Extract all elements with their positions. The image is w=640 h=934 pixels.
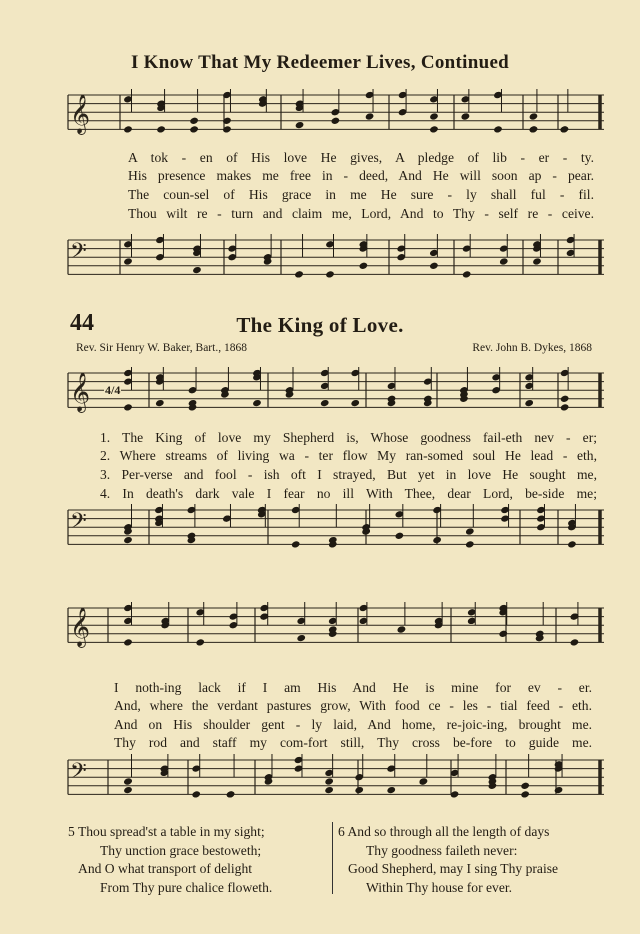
note-head: [386, 786, 396, 794]
note-head: [296, 634, 306, 642]
stanza-line: Thou spread'st a table in my sight;: [77, 824, 265, 839]
stanza-line: From Thy pure chalice floweth.: [100, 879, 273, 895]
bass-clef-icon: 𝄢: [70, 239, 87, 269]
hymn-number: 44: [70, 310, 94, 336]
lyric-line: His presence makes me free in - deed, And He will soon ap - pear.: [128, 168, 594, 183]
lyric-line: A tok - en of His love He gives, A pledge of lib - er - ty.: [128, 150, 594, 165]
note-head: [195, 638, 205, 646]
lyric-line: Thy rod and staff my com-fort still, Thy cross be-fore to guide me.: [114, 735, 592, 750]
stanza-5: [68, 823, 272, 897]
note-head: [123, 786, 133, 794]
note-head: [365, 112, 375, 120]
note-head: [560, 125, 570, 133]
note-head: [432, 536, 442, 544]
continued-title: I Know That My Redeemer Lives, Continued: [130, 52, 510, 73]
bass-clef-icon: 𝄢: [70, 509, 87, 539]
note-head: [291, 540, 301, 548]
note-head: [567, 540, 577, 548]
note-head: [226, 790, 236, 798]
treble-clef-icon: 𝄞: [70, 372, 91, 412]
note-head: [560, 395, 570, 403]
stanza-line: Within Thy house for ever.: [366, 879, 513, 895]
note-head: [123, 125, 133, 133]
lyric-line: 1. The King of love my Shepherd is, Whose goodness fail-eth nev - er;: [100, 430, 597, 445]
note-head: [554, 786, 564, 794]
note-head: [123, 403, 133, 411]
lyric-line: And, where the verdant pastures grow, With food ce - les - tial feed - eth.: [114, 698, 592, 713]
treble-clef-icon: 𝄞: [70, 607, 91, 647]
hymn-title: The King of Love.: [236, 313, 404, 337]
note-head: [395, 532, 405, 540]
stanza-line: And so through all the length of days: [347, 824, 550, 839]
note-head: [189, 117, 199, 125]
note-head: [156, 125, 166, 133]
note-head: [493, 125, 503, 133]
note-head: [192, 266, 202, 274]
note-head: [155, 399, 165, 407]
note-head: [295, 121, 305, 129]
stanza-line: Good Shepherd, may I sing Thy praise: [348, 861, 559, 876]
note-head: [189, 125, 199, 133]
stanza-line: Thy unction grace bestoweth;: [100, 842, 262, 858]
note-head: [524, 399, 534, 407]
lyric-line: 2. Where streams of living wa - ter flow My ran-somed soul He lead - eth,: [100, 448, 597, 463]
note-head: [461, 112, 471, 120]
note-head: [123, 536, 133, 544]
lyric-line: 4. In death's dark vale I fear no ill With Thee, dear Lord, be-side me;: [100, 486, 597, 501]
note-head: [320, 399, 330, 407]
note-head: [429, 262, 439, 270]
note-head: [123, 638, 133, 646]
note-head: [419, 777, 429, 785]
bass-clef-icon: 𝄢: [70, 759, 87, 789]
stanza-line: Thy goodness faileth never:: [366, 842, 518, 858]
note-head: [429, 125, 439, 133]
note-head: [359, 262, 369, 270]
note-head: [324, 786, 334, 794]
note-head: [520, 790, 530, 798]
note-head: [123, 777, 133, 785]
lyric-line: I noth-ing lack if I am His And He is mine for ev - er.: [114, 680, 592, 695]
note-head: [397, 625, 407, 633]
note-head: [325, 270, 335, 278]
treble-clef-icon: 𝄞: [70, 94, 91, 134]
note-head: [570, 638, 580, 646]
note-head: [462, 270, 472, 278]
note-head: [465, 527, 475, 535]
note-head: [465, 540, 475, 548]
time-signature: 4/4: [105, 383, 121, 397]
note-head: [520, 782, 530, 790]
author-credit: Rev. Sir Henry W. Baker, Bart., 1868: [76, 342, 247, 354]
note-head: [350, 399, 360, 407]
stanza-number: 6: [338, 824, 345, 839]
note-head: [324, 777, 334, 785]
note-head: [354, 786, 364, 794]
note-head: [532, 257, 542, 265]
composer-credit: Rev. John B. Dykes, 1868: [472, 342, 592, 354]
lyric-line: Thou wilt re - turn and claim me, Lord, And to Thy - self re - ceive.: [128, 206, 594, 221]
note-head: [331, 117, 341, 125]
note-head: [529, 125, 539, 133]
note-head: [499, 257, 509, 265]
note-head: [252, 399, 262, 407]
lyric-line: 3. Per-verse and fool - ish oft I strayed, But yet in love He sought me,: [100, 467, 597, 482]
stanza-divider: [332, 822, 333, 894]
note-head: [191, 790, 201, 798]
stanza-6: [338, 823, 558, 897]
stanza-number: 5: [68, 824, 75, 839]
note-head: [560, 403, 570, 411]
note-head: [123, 257, 133, 265]
lyric-line: And on His shoulder gent - ly laid, And home, re-joic-ing, brought me.: [114, 717, 592, 732]
note-head: [294, 270, 304, 278]
note-head: [429, 112, 439, 120]
stanza-line: And O what transport of delight: [78, 861, 253, 876]
lyric-line: The coun-sel of His grace in me He sure - ly shall ful - fil.: [128, 187, 594, 202]
note-head: [529, 112, 539, 120]
